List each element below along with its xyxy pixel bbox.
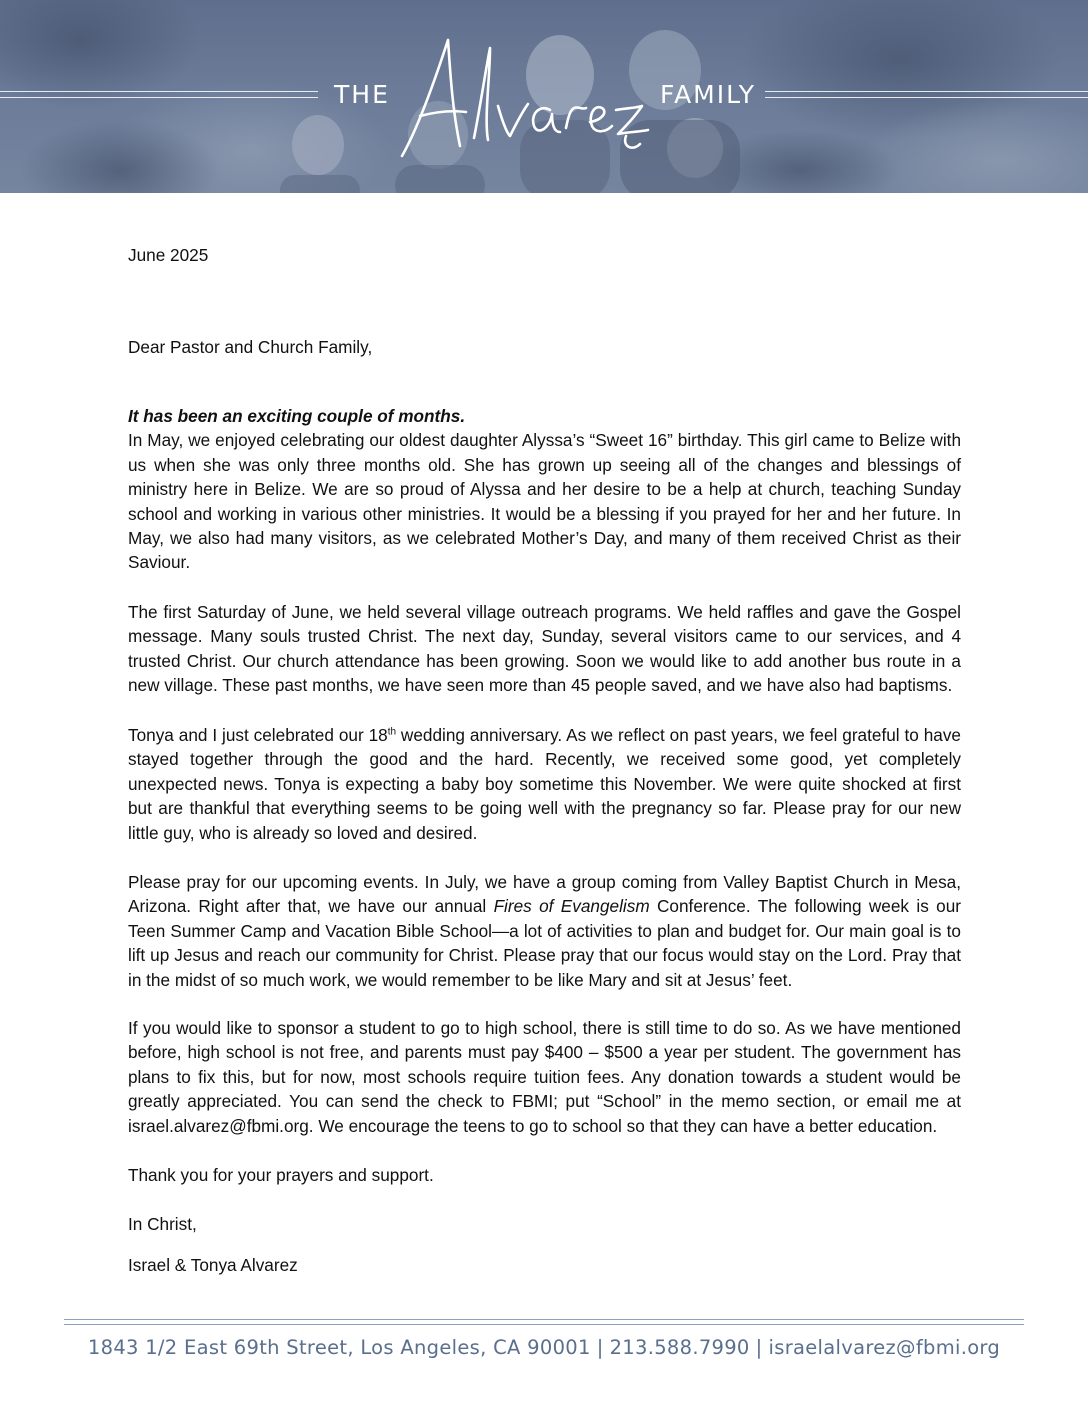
paragraph-4-part-b: Conference. The following week is our Teen Summer Camp and Vacation Bible School—a lot of activities to plan and budget for. Our main goal is to lift up Jesus and reach our community for Christ. Please pray that our focus would stay on the Lord. Pray that in the midst of so much work, we would remember to be like Mary and sit at Jesus’ feet. <box>128 896 961 990</box>
footer-address: 1843 1/2 East 69th Street, Los Angeles, CA 90001 <box>87 1336 591 1359</box>
footer-separator: | <box>755 1336 763 1359</box>
salutation: Dear Pastor and Church Family, <box>128 337 373 357</box>
paragraph-1 <box>128 404 961 575</box>
signature-text: Israel & Tonya Alvarez <box>128 1255 298 1275</box>
footer-separator: | <box>596 1336 604 1359</box>
paragraph-5-text: If you would like to sponsor a student to go to high school, there is still time to do so. As we have mentioned before, high school is not free, and parents must pay $400 – $500 a year per student. The government has plans to fix this, but for now, most schools require tuition fees. Any donation towards a student would be greatly appreciated. You can send the check to FBMI; put “School” in the memo section, or email me at israel.alvarez@fbmi.org. We encourage the teens to go to school so that they can have a better education. <box>128 1018 961 1136</box>
paragraph-3-part-b: wedding anniversary. As we reflect on past years, we feel grateful to have stayed together through the good and the hard. Recently, we received some good, yet completely unexpected news. Tonya is expecting a baby boy sometime this November. We were quite shocked at first but are thankful that everything seems to be going well with the pregnancy so far. Please pray for our new little guy, who is already so loved and desired. <box>128 725 961 843</box>
paragraph-5 <box>128 1016 961 1138</box>
footer-phone: 213.588.7990 <box>609 1336 750 1359</box>
letter-body <box>128 243 961 1275</box>
paragraph-3 <box>128 723 961 845</box>
paragraph-2 <box>128 600 961 698</box>
header-word-the: THE <box>334 80 390 109</box>
thanks-line <box>128 1163 961 1187</box>
paragraph-4-text <box>128 870 961 992</box>
header-rule-left <box>0 91 318 98</box>
paragraph-4-part-a: Please pray for our upcoming events. In July, we have a group coming from Valley Baptist Church in Mesa, Arizona. Right after that, we have our annual <box>128 872 961 917</box>
closing-line <box>128 1212 961 1236</box>
paragraph-1-text: In May, we enjoyed celebrating our oldest daughter Alyssa’s “Sweet 16” birthday. This girl came to Belize with us when she was only three months old. She has grown up seeing all of the changes and blessings of ministry here in Belize. We are so proud of Alyssa and her desire to be a help at church, teaching Sunday school and working in various other ministries. It would be a blessing if you prayed for her and her future. In May, we also had many visitors, as we celebrated Mother’s Day, and many of them received Christ as their Saviour. <box>128 430 961 573</box>
closing-text: In Christ, <box>128 1214 197 1234</box>
ordinal-suffix: th <box>387 726 397 738</box>
paragraph-3-part-a: Tonya and I just celebrated our 18 <box>128 725 388 745</box>
paragraph-3-text <box>128 723 961 845</box>
header-word-family: FAMILY <box>660 80 757 109</box>
footer-email[interactable]: israelalvarez@fbmi.org <box>768 1336 1001 1359</box>
conference-name: Fires of Evangelism <box>493 896 650 917</box>
header-rule-right <box>765 91 1088 98</box>
signature-line <box>128 1253 961 1277</box>
alvarez-script-logo <box>390 28 660 168</box>
letter-date: June 2025 <box>128 245 209 265</box>
paragraph-2-text: The first Saturday of June, we held several village outreach programs. We held raffles and gave the Gospel message. Many souls trusted Christ. The next day, Sunday, several visitors came to our services, and 4 trusted Christ. Our church attendance has been growing. Soon we would like to add another bus route in a new village. These past months, we have seen more than 45 people saved, and we have also had baptisms. <box>128 602 961 696</box>
footer-rule <box>64 1319 1024 1325</box>
lead-line: It has been an exciting couple of months. <box>128 406 466 426</box>
paragraph-4 <box>128 870 961 992</box>
footer-contact <box>64 1336 1024 1359</box>
thanks-text: Thank you for your prayers and support. <box>128 1165 434 1185</box>
header-banner <box>0 0 1088 193</box>
